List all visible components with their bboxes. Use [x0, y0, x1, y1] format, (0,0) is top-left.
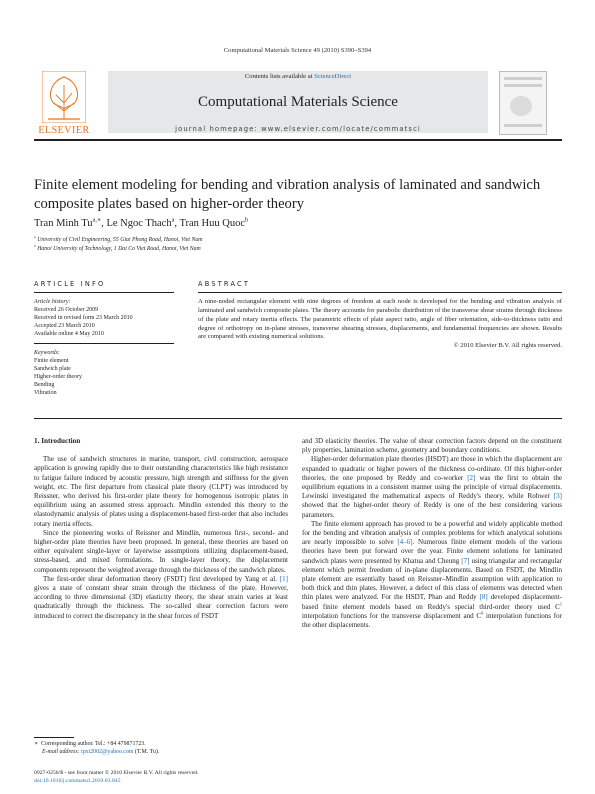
- author-affiliation-mark: a: [171, 216, 175, 224]
- body-left-column: [34, 437, 288, 621]
- email-label: E-mail address:: [42, 748, 80, 755]
- keyword: Finite element: [34, 358, 69, 364]
- cover-strip: [504, 84, 542, 87]
- reference-link[interactable]: [8]: [479, 593, 488, 602]
- reference-link[interactable]: [3]: [553, 492, 562, 501]
- author-name: Le Ngoc Thach: [106, 218, 172, 229]
- paragraph-text: interpolation functions for the other displacements.: [302, 611, 562, 630]
- issn-line: 0927-0256/$ - see front matter © 2010 Elsevier B.V. All rights reserved.: [34, 770, 199, 776]
- paragraph-text: The finite element approach has proved to be a powerful and widely applicable method for the bending and vibration analysis of complex problems for which analytical solutions are nearly impossible to solve: [302, 519, 562, 547]
- elsevier-tree-icon: [42, 71, 86, 123]
- keywords: [34, 349, 174, 397]
- paragraph-text: interpolation functions for the transverse displacement and C: [302, 611, 482, 620]
- affiliation-mark: a: [34, 235, 36, 240]
- author-affiliation-mark: b: [244, 216, 249, 224]
- front-matter-rule: [34, 418, 562, 419]
- masthead-rule: [34, 139, 562, 141]
- history-item: Received 26 October 2009: [34, 307, 99, 313]
- paragraph: [302, 520, 562, 630]
- author-name: Tran Minh Tu: [34, 218, 93, 229]
- corresponding-author-footnote: [34, 741, 294, 756]
- article-info-rule: [34, 292, 174, 293]
- journal-title: Computational Materials Science: [198, 94, 398, 110]
- footnote-mark: ∗: [34, 741, 39, 747]
- paragraph-text: . Numerous finite element models of the various theories have been put forward over the year. Finite element solutions for laminated sandwich plates were presented by Khatua and Cheung: [302, 538, 562, 565]
- reference-link[interactable]: [1]: [279, 574, 288, 583]
- footnote-rule: [34, 737, 74, 738]
- affiliation-text: University of Civil Engineering, 55 Giai Phong Road, Hanoi, Viet Nam: [37, 237, 203, 243]
- paragraph-text: was the first to obtain the equilibrium equations in a consistent manner using the principle of virtual displacements. Lewinski investigated the mathematical aspects of Reddy's theory, while Rohwer: [302, 473, 562, 501]
- reference-link[interactable]: [7]: [461, 556, 470, 565]
- history-label: Article history:: [34, 299, 71, 305]
- keyword: Sandwich plate: [34, 366, 71, 372]
- reference-link[interactable]: [2]: [467, 473, 476, 482]
- paragraph-text: Higher-order deformation plate theories (HSDT) are those in which the displacement are expanded to quadratic or higher powers of the thickness co-ordinate. Of this higher-order theories, the one proposed by Reddy and co-worker: [302, 455, 562, 482]
- section-heading: 1. Introduction: [34, 437, 81, 445]
- abstract-text: A nine-noded rectangular element with nine degrees of freedom at each node is developed for the bending and vibration analysis of laminated and sandwich composite plates. The theory accounts for parabolic distribution of the transverse shear strains through thickness of the plate and rotary inertia effects. The parametric effects of plate aspect ratio, angle of fiber orientation, side-to-thickness ratio and degree of orthotropy on in-plane stresses, transverse shearing stresses, displacements, and fundamental frequencies are shown. Results are compared with existing numerical solutions.: [198, 298, 562, 341]
- journal-cover-thumbnail: [499, 71, 547, 135]
- cover-strip: [504, 124, 542, 127]
- cover-strip: [504, 77, 542, 80]
- affiliation: [34, 237, 202, 243]
- paragraph: and 3D elasticity theories. The value of shear correction factors depend on the constituent ply properties, lamination scheme, geometry and boundary conditions.: [302, 437, 562, 455]
- homepage-link[interactable]: www.elsevier.com/locate/commatsci: [261, 125, 421, 133]
- history-item: Received in revised form 23 March 2010: [34, 315, 133, 321]
- journal-homepage: [108, 125, 488, 133]
- journal-masthead: [34, 69, 562, 136]
- author-affiliation-mark: a,∗: [92, 216, 102, 224]
- corresponding-author: Corresponding author. Tel.: +84 479871723.: [40, 741, 146, 747]
- reference-link[interactable]: [4–6]: [397, 538, 413, 547]
- keyword: Bending: [34, 382, 55, 388]
- affiliation-mark: b: [34, 244, 36, 249]
- keyword: Higher-order theory: [34, 374, 83, 380]
- email-link[interactable]: tpxt2002@yahoo.com: [81, 748, 134, 755]
- journal-banner: [108, 71, 488, 133]
- paragraph: [302, 455, 562, 519]
- paragraph-text: gives a state of constant shear strain through the thickness of the plate. However, according to three dimensional (3D) elasticity theory, the shear strain varies at least quadratically through the thickness. The so-called shear correction factors were introduced to correct the discrepancy in the shear forces of FSDT: [34, 584, 288, 620]
- abstract-body: [198, 298, 562, 351]
- cover-graphic: [510, 96, 532, 116]
- front-matter-meta: [34, 770, 198, 785]
- affiliation-text: Hanoi University of Technology, 1 Dai Co Viet Road, Hanoi, Viet Nam: [37, 246, 201, 252]
- keyword: Vibration: [34, 390, 57, 396]
- paragraph: Since the pioneering works of Reissner and Mindlin, numerous first-, second- and higher-order plate theories have been proposed. In general, these theories are based on either equivalent single-layer or layerwise assumptions utilizing displacement-based, stress-based, and mixed formulations. In single-layer theory, the displacement components represent the weighted average through the thickness of the sandwich plates.: [34, 528, 288, 574]
- affiliation: [34, 246, 201, 252]
- author-name: Tran Huu Quoc: [179, 218, 245, 229]
- abstract-rule: [198, 292, 562, 293]
- homepage-prefix: journal homepage:: [175, 125, 262, 133]
- history-item: Accepted 23 March 2010: [34, 323, 95, 329]
- paragraph-text: showed that the higher-order theory of Reddy is one of the best considering various parameters.: [302, 501, 562, 519]
- abstract-heading: ABSTRACT: [198, 280, 251, 288]
- email-suffix: (T.M. Tu).: [133, 748, 160, 755]
- superscript: 0: [481, 610, 484, 616]
- keywords-label: Keywords:: [34, 350, 60, 356]
- article-history: [34, 298, 174, 338]
- paragraph-text: using triangular and rectangular element which permit freedom of in-plane displacements. Based on FSDT, the Mindlin plate element are essentially based on Reissner–Mindlin assumption with application to both thick and thin plates. However, a defect of this class of elements was detected when thin plates were analyzed. For the HSDT, Phan and Reddy: [302, 556, 562, 602]
- superscript: 1: [559, 601, 562, 607]
- article-title: Finite element modeling for bending and vibration analysis of laminated and sandwich composite plates based on higher-order theory: [34, 177, 541, 212]
- paragraph: [34, 575, 288, 621]
- doi-link[interactable]: doi:10.1016/j.commatsci.2010.03.045: [34, 777, 121, 784]
- publisher-logo-text: ELSEVIER: [38, 125, 90, 136]
- history-item: Available online 4 May 2010: [34, 331, 104, 337]
- journal-citation: Computational Materials Science 49 (2010) S390–S394: [223, 47, 372, 54]
- elsevier-logo: [34, 71, 94, 135]
- contents-prefix: Contents lists available at: [244, 73, 315, 80]
- paragraph-text: The first-order shear deformation theory (FSDT) first developed by Yang et al.: [43, 574, 280, 583]
- paragraph: The use of sandwich structures in marine, transport, civil construction, aerospace application is growing rapidly due to their outstanding characteristics like high resistance to fatigue failure induced by acoustic pressure, high strength and stiffness for the given weight, etc. The first departure from classical plate theory (CLPT) was introduced by Reissner, who derived his first-order plate theory for homogenous isotropic plates in equilibrium using an assumed stress approach. Mindlin extended this theory to the elastodynamic analysis of plates using a displacement-based first-order that also includes rotary inertia effects.: [34, 455, 288, 528]
- paragraph-text: developed displacement-based finite element models based on Reddy's special third-order theory used C: [302, 593, 562, 611]
- author-separator: ,: [101, 218, 107, 229]
- article-info-heading: ARTICLE INFO: [34, 280, 106, 288]
- body-right-column: [302, 437, 562, 630]
- author-list: [34, 218, 248, 229]
- sciencedirect-link[interactable]: ScienceDirect: [314, 73, 352, 80]
- author-separator: ,: [174, 218, 180, 229]
- contents-line: [108, 73, 488, 80]
- abstract-copyright: © 2010 Elsevier B.V. All rights reserved.: [453, 342, 562, 350]
